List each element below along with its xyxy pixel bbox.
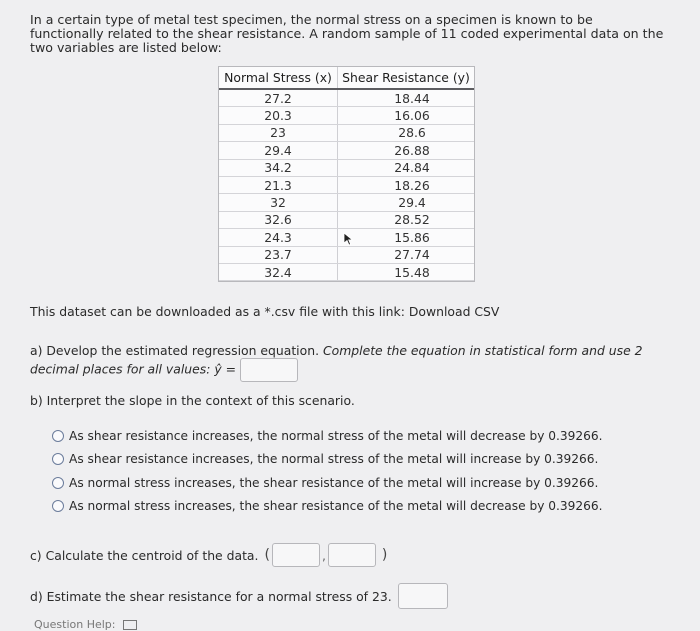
option-1[interactable] xyxy=(52,424,603,448)
cell-y: 18.26 xyxy=(338,176,475,193)
col-header-shear-resistance: Shear Resistance (y) xyxy=(338,67,475,89)
centroid-x-input[interactable] xyxy=(272,543,320,567)
table-row xyxy=(219,159,474,176)
cell-x: 34.2 xyxy=(219,159,338,176)
cell-y: 28.52 xyxy=(338,211,475,228)
table-row xyxy=(219,194,474,211)
table-row xyxy=(219,263,474,280)
cell-x: 24.3 xyxy=(219,229,338,246)
question-help xyxy=(34,618,137,631)
download-line xyxy=(30,304,499,319)
radio-button[interactable] xyxy=(52,477,64,489)
mouse-cursor-icon xyxy=(343,232,355,246)
cell-y: 18.44 xyxy=(338,89,475,107)
table-row xyxy=(219,89,474,107)
option-label: As shear resistance increases, the normal stress of the metal will increase by 0.39266. xyxy=(69,452,599,467)
question-b-prompt: b) Interpret the slope in the context of this scenario. xyxy=(30,393,355,408)
option-label: As shear resistance increases, the normal stress of the metal will decrease by 0.39266. xyxy=(69,428,603,443)
option-3[interactable] xyxy=(52,471,603,495)
cell-x: 27.2 xyxy=(219,89,338,107)
cell-x: 23 xyxy=(219,124,338,141)
cell-x: 32.6 xyxy=(219,211,338,228)
cell-x: 21.3 xyxy=(219,176,338,193)
cell-x: 29.4 xyxy=(219,142,338,159)
y-hat-symbol: ŷ = xyxy=(214,361,236,377)
radio-button[interactable] xyxy=(52,430,64,442)
cell-x: 23.7 xyxy=(219,246,338,263)
question-d xyxy=(30,583,448,609)
cell-y: 26.88 xyxy=(338,142,475,159)
radio-button[interactable] xyxy=(52,500,64,512)
table-row xyxy=(219,107,474,124)
table-row xyxy=(219,176,474,193)
table-row xyxy=(219,211,474,228)
comma-separator: , xyxy=(321,547,326,563)
question-a-prefix: a) Develop the estimated regression equation. xyxy=(30,343,320,358)
table-row xyxy=(219,246,474,263)
open-paren: ( xyxy=(264,547,270,563)
option-4[interactable] xyxy=(52,495,603,519)
cell-x: 20.3 xyxy=(219,107,338,124)
cell-x: 32 xyxy=(219,194,338,211)
download-csv-link[interactable]: Download CSV xyxy=(408,304,500,319)
radio-button[interactable] xyxy=(52,453,64,465)
regression-equation-input[interactable] xyxy=(240,358,298,382)
download-text: This dataset can be downloaded as a *.csv file with this link: xyxy=(30,304,405,319)
question-a xyxy=(30,343,670,382)
col-header-normal-stress: Normal Stress (x) xyxy=(219,67,338,89)
cell-y: 29.4 xyxy=(338,194,475,211)
table-row xyxy=(219,142,474,159)
cell-y: 15.86 xyxy=(338,229,475,246)
question-a-instructions: Complete the equation in statistical form and use 2 decimal places for all values: xyxy=(30,343,643,377)
question-c-prompt: c) Calculate the centroid of the data. xyxy=(30,547,259,563)
option-label: As normal stress increases, the shear resistance of the metal will decrease by 0.39266. xyxy=(69,499,603,514)
question-c xyxy=(30,543,389,567)
question-help-label: Question Help: xyxy=(34,618,116,631)
mail-icon[interactable] xyxy=(123,620,137,630)
cell-y: 24.84 xyxy=(338,159,475,176)
problem-intro: In a certain type of metal test specimen, the normal stress on a specimen is known to be functionally related to the shear resistance. A random sample of 11 coded experimental data on the two variables are listed below: xyxy=(30,12,664,55)
data-table xyxy=(218,66,475,282)
option-2[interactable] xyxy=(52,448,603,472)
question-d-prompt: d) Estimate the shear resistance for a normal stress of 23. xyxy=(30,588,392,604)
table-header-row xyxy=(219,67,474,89)
cell-y: 16.06 xyxy=(338,107,475,124)
table-row xyxy=(219,124,474,141)
cell-y: 15.48 xyxy=(338,263,475,280)
cell-y: 28.6 xyxy=(338,124,475,141)
slope-options xyxy=(52,424,603,518)
option-label: As normal stress increases, the shear resistance of the metal will increase by 0.39266. xyxy=(69,475,599,490)
close-paren: ) xyxy=(381,547,388,563)
shear-estimate-input[interactable] xyxy=(398,583,448,609)
centroid-y-input[interactable] xyxy=(328,543,376,567)
cell-y: 27.74 xyxy=(338,246,475,263)
cell-x: 32.4 xyxy=(219,263,338,280)
